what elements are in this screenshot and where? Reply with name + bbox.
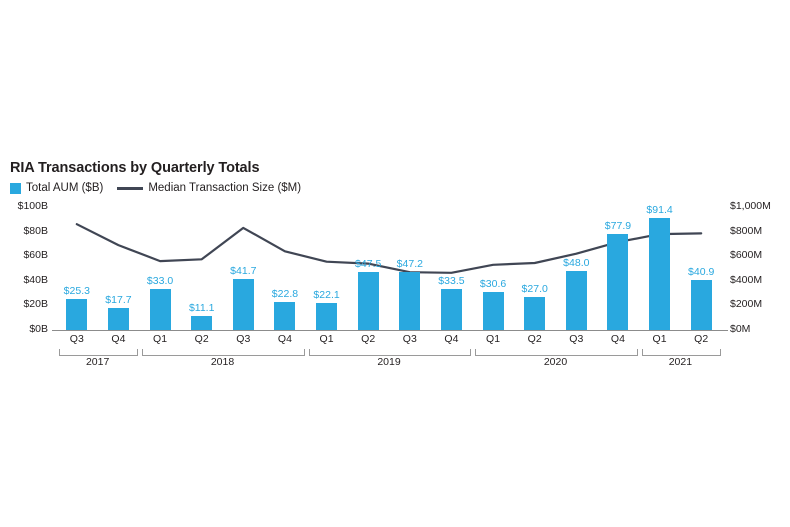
legend-swatch-line-icon <box>117 187 143 190</box>
year-bracket <box>475 349 638 356</box>
right-axis-tick: $1,000M <box>730 200 771 212</box>
legend-item-line <box>117 182 301 194</box>
quarter-label: Q3 <box>69 333 84 345</box>
quarter-label: Q1 <box>486 333 501 345</box>
year-bracket <box>59 349 138 356</box>
bar <box>649 218 670 330</box>
year-label: 2021 <box>668 356 693 368</box>
bar-value-label: $17.7 <box>105 294 132 307</box>
legend-swatch-bar-icon <box>10 183 21 194</box>
left-axis-tick: $40B <box>23 273 48 286</box>
bar-value-label: $11.1 <box>188 302 215 315</box>
bar-value-label: $22.8 <box>271 287 299 300</box>
right-axis-tick: $600M <box>730 249 763 262</box>
right-axis-tick: $400M <box>730 273 763 286</box>
left-axis-tick: $20B <box>23 298 48 311</box>
chart-title: RIA Transactions by Quarterly Totals <box>10 160 260 176</box>
year-label: 2018 <box>210 356 235 368</box>
quarter-label: Q4 <box>610 333 625 345</box>
year-bracket <box>142 349 305 356</box>
left-axis-tick: $80B <box>23 224 48 237</box>
year-label: 2020 <box>543 356 568 368</box>
bar <box>274 302 295 330</box>
right-axis-tick: $0M <box>730 323 751 335</box>
bar <box>358 272 379 330</box>
bar-value-label: $41.7 <box>230 264 257 277</box>
bar <box>316 303 337 330</box>
bar <box>108 308 129 330</box>
bar <box>524 297 545 330</box>
quarter-label: Q4 <box>111 333 126 345</box>
quarter-label: Q4 <box>277 333 292 345</box>
quarter-label: Q1 <box>652 333 667 345</box>
quarter-label: Q3 <box>569 333 584 345</box>
legend-item-bar <box>10 182 103 194</box>
bar-value-label: $77.9 <box>604 220 632 233</box>
bar <box>607 234 628 330</box>
bar <box>691 280 712 330</box>
left-axis-tick: $60B <box>23 249 48 262</box>
year-bracket <box>309 349 472 356</box>
year-label: 2019 <box>377 356 401 368</box>
bar <box>566 271 587 330</box>
quarter-label: Q1 <box>319 333 334 345</box>
bar <box>233 279 254 330</box>
bar <box>441 289 462 330</box>
bar-value-label: $48.0 <box>563 256 590 269</box>
quarter-label: Q4 <box>444 333 459 345</box>
quarter-label: Q2 <box>694 333 709 345</box>
year-label: 2017 <box>85 356 110 368</box>
right-axis-tick: $200M <box>730 298 763 311</box>
quarter-label: Q3 <box>402 333 417 345</box>
bar-value-label: $30.6 <box>479 278 507 291</box>
left-value-axis <box>0 200 52 340</box>
bar-value-label: $25.3 <box>63 284 90 297</box>
legend-label-bar: Total AUM ($B) <box>26 182 104 194</box>
chart-legend <box>10 182 301 194</box>
bar <box>399 272 420 330</box>
bar-value-label: $22.1 <box>313 288 340 301</box>
bar <box>483 292 504 330</box>
left-axis-tick: $0B <box>29 323 48 335</box>
bar-value-label: $40.9 <box>688 265 715 278</box>
quarter-label: Q3 <box>236 333 251 345</box>
x-axis-line <box>52 330 728 331</box>
quarter-label: Q1 <box>153 333 168 345</box>
left-axis-tick: $100B <box>17 200 48 212</box>
bar-value-label: $47.2 <box>396 257 423 270</box>
bar-value-label: $33.5 <box>438 274 465 287</box>
legend-label-line: Median Transaction Size ($M) <box>148 182 302 194</box>
bar <box>191 316 212 330</box>
bar-value-label: $33.0 <box>146 275 174 288</box>
year-bracket <box>642 349 721 356</box>
plot-area <box>56 203 722 330</box>
bar <box>66 299 87 330</box>
right-value-axis <box>726 200 786 340</box>
bar-value-label: $91.4 <box>646 203 673 216</box>
bar-value-label: $27.0 <box>521 282 548 295</box>
bar-value-label: $47.5 <box>355 257 382 270</box>
right-axis-tick: $800M <box>730 224 763 237</box>
quarter-label: Q2 <box>527 333 542 345</box>
bar <box>150 289 171 330</box>
quarter-label: Q2 <box>361 333 376 345</box>
quarter-label: Q2 <box>194 333 209 345</box>
